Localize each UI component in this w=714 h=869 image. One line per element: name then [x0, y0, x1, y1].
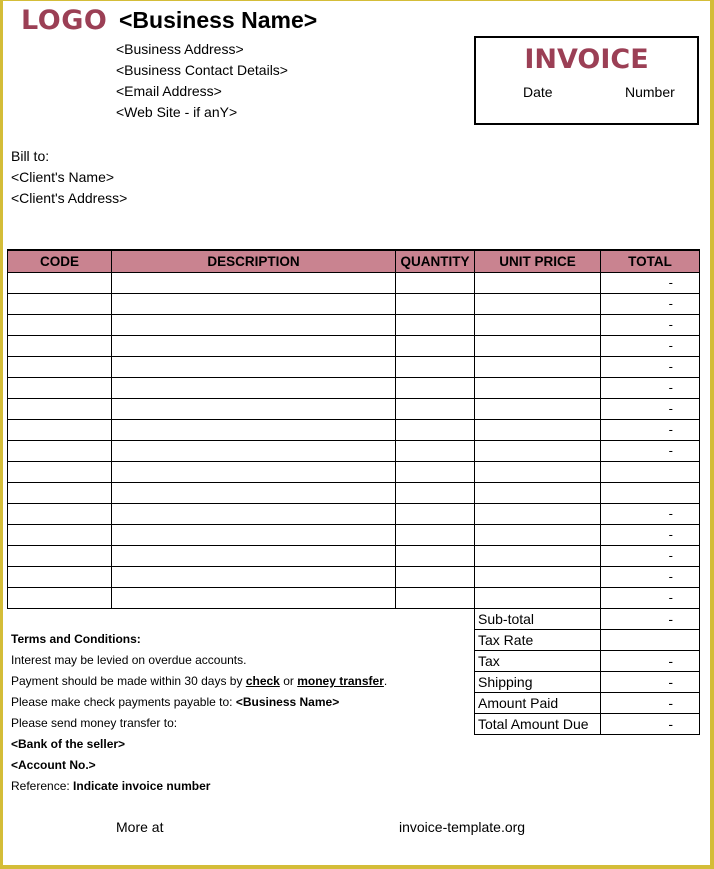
total-cell[interactable]: -: [601, 314, 700, 335]
description-cell[interactable]: [112, 356, 396, 377]
description-cell[interactable]: [112, 419, 396, 440]
description-cell[interactable]: [112, 377, 396, 398]
description-cell[interactable]: [112, 440, 396, 461]
business-name: <Business Name>: [119, 7, 318, 33]
summary-value[interactable]: -: [601, 672, 700, 693]
terms-reference: [11, 779, 210, 793]
total-cell[interactable]: -: [601, 524, 700, 545]
description-cell[interactable]: [112, 314, 396, 335]
quantity-cell[interactable]: [396, 356, 475, 377]
payment-method-transfer: money transfer: [297, 674, 384, 688]
summary-label: Sub-total: [475, 609, 601, 630]
description-cell[interactable]: [112, 398, 396, 419]
code-cell[interactable]: [8, 419, 112, 440]
unit-price-cell[interactable]: [475, 335, 601, 356]
quantity-cell[interactable]: [396, 398, 475, 419]
code-cell[interactable]: [8, 482, 112, 503]
description-cell[interactable]: [112, 272, 396, 293]
total-cell[interactable]: -: [601, 335, 700, 356]
code-cell[interactable]: [8, 293, 112, 314]
unit-price-cell[interactable]: [475, 503, 601, 524]
summary-row: [475, 630, 700, 651]
quantity-cell[interactable]: [396, 335, 475, 356]
table-row: [8, 524, 700, 545]
terms-account-text: <Account No.>: [11, 758, 96, 772]
quantity-cell[interactable]: [396, 461, 475, 482]
unit-price-cell[interactable]: [475, 314, 601, 335]
table-row: [8, 461, 700, 482]
unit-price-cell[interactable]: [475, 545, 601, 566]
summary-value[interactable]: -: [601, 693, 700, 714]
table-row: [8, 587, 700, 608]
table-row: [8, 314, 700, 335]
total-cell[interactable]: -: [601, 587, 700, 608]
column-header: CODE: [8, 250, 112, 272]
terms-transfer: Please send money transfer to:: [11, 716, 178, 730]
description-cell[interactable]: [112, 503, 396, 524]
unit-price-cell[interactable]: [475, 461, 601, 482]
terms-bank: [11, 737, 125, 751]
footer-more-at: More at: [116, 819, 164, 835]
summary-label: Tax: [475, 651, 601, 672]
table-row: [8, 377, 700, 398]
table-row: [8, 356, 700, 377]
column-header: TOTAL: [601, 250, 700, 272]
summary-label: Amount Paid: [475, 693, 601, 714]
invoice-info-box: [474, 36, 699, 125]
items-table: [7, 249, 700, 609]
code-cell[interactable]: [8, 335, 112, 356]
logo: LOGO: [21, 5, 108, 36]
unit-price-cell[interactable]: [475, 272, 601, 293]
code-cell[interactable]: [8, 524, 112, 545]
business-address: <Business Address>: [116, 41, 244, 57]
unit-price-cell[interactable]: [475, 587, 601, 608]
summary-label: Shipping: [475, 672, 601, 693]
summary-value[interactable]: -: [601, 651, 700, 672]
table-row: [8, 545, 700, 566]
terms-heading: [11, 632, 141, 646]
table-row: [8, 293, 700, 314]
terms-payment-or: or: [283, 674, 294, 688]
footer-site-link[interactable]: invoice-template.org: [399, 819, 526, 835]
total-cell[interactable]: -: [601, 398, 700, 419]
unit-price-cell[interactable]: [475, 377, 601, 398]
items-header-row: [8, 250, 700, 272]
description-cell[interactable]: [112, 293, 396, 314]
column-header: QUANTITY: [396, 250, 475, 272]
summary-row: [475, 693, 700, 714]
table-row: [8, 335, 700, 356]
code-cell[interactable]: [8, 272, 112, 293]
unit-price-cell[interactable]: [475, 293, 601, 314]
total-cell[interactable]: -: [601, 356, 700, 377]
code-cell[interactable]: [8, 503, 112, 524]
code-cell[interactable]: [8, 587, 112, 608]
summary-row: [475, 651, 700, 672]
terms-payment-suffix: .: [383, 674, 388, 688]
business-website: <Web Site - if anY>: [116, 104, 238, 120]
summary-row: [475, 714, 700, 735]
terms-payable-name: <Business Name>: [235, 695, 340, 709]
code-cell[interactable]: [8, 356, 112, 377]
quantity-cell[interactable]: [396, 419, 475, 440]
invoice-date-label: Date: [523, 84, 553, 100]
client-name: <Client's Name>: [11, 169, 115, 185]
summary-value[interactable]: [601, 630, 700, 651]
terms-reference-value: Indicate invoice number: [73, 779, 211, 793]
terms-payable: [11, 695, 339, 709]
total-cell[interactable]: [601, 482, 700, 503]
total-cell[interactable]: -: [601, 293, 700, 314]
unit-price-cell[interactable]: [475, 419, 601, 440]
description-cell[interactable]: [112, 587, 396, 608]
description-cell[interactable]: [112, 482, 396, 503]
quantity-cell[interactable]: [396, 566, 475, 587]
description-cell[interactable]: [112, 524, 396, 545]
table-row: [8, 272, 700, 293]
total-cell[interactable]: -: [601, 419, 700, 440]
terms-account: [11, 758, 96, 772]
total-cell[interactable]: -: [601, 377, 700, 398]
code-cell[interactable]: [8, 566, 112, 587]
invoice-title: INVOICE: [524, 44, 649, 75]
terms-reference-label: Reference:: [11, 779, 70, 793]
summary-label: Tax Rate: [475, 630, 601, 651]
unit-price-cell[interactable]: [475, 398, 601, 419]
terms-heading-text: Terms and Conditions:: [11, 632, 141, 646]
table-row: [8, 419, 700, 440]
summary-value[interactable]: -: [601, 609, 700, 630]
description-cell[interactable]: [112, 545, 396, 566]
summary-label: Total Amount Due: [475, 714, 601, 735]
description-cell[interactable]: [112, 461, 396, 482]
description-cell[interactable]: [112, 566, 396, 587]
total-cell[interactable]: -: [601, 545, 700, 566]
client-address: <Client's Address>: [11, 190, 128, 206]
bill-to-label: Bill to:: [11, 148, 50, 164]
summary-row: [475, 672, 700, 693]
table-row: [8, 503, 700, 524]
quantity-cell[interactable]: [396, 377, 475, 398]
terms-bank-text: <Bank of the seller>: [11, 737, 126, 751]
quantity-cell[interactable]: [396, 482, 475, 503]
invoice-number-label: Number: [625, 84, 675, 100]
unit-price-cell[interactable]: [475, 524, 601, 545]
invoice-sheet: [3, 1, 710, 865]
column-header: DESCRIPTION: [112, 250, 396, 272]
terms-payable-prefix: Please make check payments payable to:: [11, 695, 233, 709]
quantity-cell[interactable]: [396, 272, 475, 293]
total-cell[interactable]: -: [601, 503, 700, 524]
code-cell[interactable]: [8, 440, 112, 461]
unit-price-cell[interactable]: [475, 482, 601, 503]
total-cell[interactable]: -: [601, 272, 700, 293]
quantity-cell[interactable]: [396, 587, 475, 608]
business-email: <Email Address>: [116, 83, 222, 99]
code-cell[interactable]: [8, 545, 112, 566]
business-contact: <Business Contact Details>: [116, 62, 288, 78]
quantity-cell[interactable]: [396, 503, 475, 524]
total-cell[interactable]: -: [601, 566, 700, 587]
table-row: [8, 482, 700, 503]
payment-method-check: check: [245, 674, 280, 688]
quantity-cell[interactable]: [396, 314, 475, 335]
summary-row: [475, 609, 700, 630]
quantity-cell[interactable]: [396, 440, 475, 461]
table-row: [8, 566, 700, 587]
quantity-cell[interactable]: [396, 545, 475, 566]
summary-value[interactable]: -: [601, 714, 700, 735]
unit-price-cell[interactable]: [475, 566, 601, 587]
terms-payment-prefix: Payment should be made within 30 days by: [11, 674, 243, 688]
column-header: UNIT PRICE: [475, 250, 601, 272]
code-cell[interactable]: [8, 461, 112, 482]
total-cell[interactable]: [601, 461, 700, 482]
description-cell[interactable]: [112, 335, 396, 356]
code-cell[interactable]: [8, 377, 112, 398]
terms-payment: [11, 674, 387, 688]
table-row: [8, 398, 700, 419]
quantity-cell[interactable]: [396, 524, 475, 545]
terms-interest: Interest may be levied on overdue accounts.: [11, 653, 247, 667]
code-cell[interactable]: [8, 314, 112, 335]
code-cell[interactable]: [8, 398, 112, 419]
table-row: [8, 440, 700, 461]
quantity-cell[interactable]: [396, 293, 475, 314]
summary-table: [474, 608, 700, 735]
unit-price-cell[interactable]: [475, 440, 601, 461]
unit-price-cell[interactable]: [475, 356, 601, 377]
total-cell[interactable]: -: [601, 440, 700, 461]
